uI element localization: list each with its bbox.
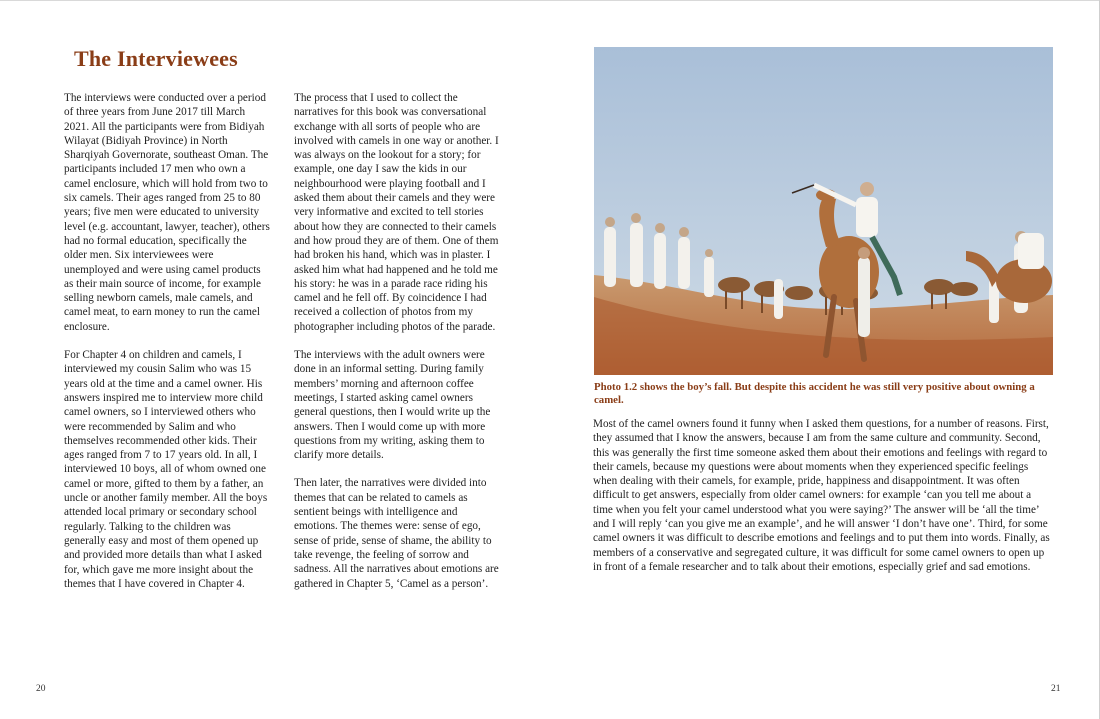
paragraph: Most of the camel owners found it funny when I asked them questions, for a number of reasons. First, they assumed that I know the answers, because I am from the same culture and community. Second, this was generally the first time someone asked them about their emotions and feelings with regard to their camels, because my questions were about moments when they experienced specific feelings when dealing with their camels, for example, pride, happiness and disappointment. It was often difficult to get answers, especially from older camel owners: for example ‘can you tell me about a time when you felt your camel understood what you were saying?’ The answer will be ‘all the time’ and I will reply ‘can you give me an example’, and he will answer ‘I don’t have one’. Third, for some camel owners it was difficult to describe emotions and feelings and to put them into words. Finally, as members of a conservative and segregated culture, it was difficult for some camel owners to open up in front of a female researcher and to talk about their emotions, especially grief and sad emotions. [593, 418, 1050, 573]
paragraph: The process that I used to collect the narratives for this book was conversational exchange with all sorts of people who are involved with camels in one way or another. I was always on the lookout for a story; for example, one day I saw the kids in our neighbourhood were playing football and I asked them about their camels and they were very informative and excited to tell stories about how they are connected to their camels and how proud they are of them. One of them had broken his hand, which was in plaster. I asked him what had happened and he told me his story: he was in a parade race riding his camel and he fell off. By coincidence I had received a collection of photos from my photographer including photos of the parade. [294, 92, 499, 333]
right-column [593, 417, 1053, 588]
left-column-1 [64, 91, 270, 605]
camel-race-illustration [594, 47, 1053, 375]
left-column-2 [294, 91, 500, 605]
page-number-left: 20 [36, 684, 46, 694]
camel-race-photo [594, 47, 1053, 375]
paragraph: For Chapter 4 on children and camels, I interviewed my cousin Salim who was 15 years old at the time and a camel owner. His answers inspired me to interview more child camel owners, so I interviewed others who were recommended by Salim and who themselves recommended other kids. Their ages ranged from 7 to 17 years old. In all, I interviewed 10 boys, all of whom owned one camel or more, gifted to them by a father, an uncle or another family member. All the boys attended local primary or secondary school regularly. Talking to the children was generally easy and most of them opened up and provided more details than what I asked for, which gave me more insight about the themes that I have covered in Chapter 4. [64, 349, 268, 590]
section-heading: The Interviewees [74, 46, 238, 71]
page-number-right: 21 [1051, 684, 1061, 694]
paragraph: The interviews were conducted over a period of three years from June 2017 till March 2021. All the participants were from Bidiyah Wilayat (Bidiyah Province) in North Sharqiyah Governorate, southeast Oman. The participants included 17 men who own a camel enclosure, which will hold from two to six camels. Their ages ranged from 25 to 80 years; five men were educated to university level (e.g. accountant, lawyer, teacher), others had no formal education, specifically the older men. Six interviewees were unemployed and were using camel products as their main source of income, for example selling newborn camels, male camels, and camel meat, to earn money to run the camel enclosure. [64, 92, 270, 333]
paragraph: Then later, the narratives were divided into themes that can be related to camels as sentient beings with intelligence and emotions. The themes were: sense of ego, sense of pride, sense of shame, the ability to take revenge, the feeling of sorrow and sadness. All the narratives about emotions are gathered in Chapter 5, ‘Camel as a person’. [294, 477, 499, 590]
page-edge-top [0, 0, 1100, 1]
paragraph: The interviews with the adult owners were done in an informal setting. During family members’ morning and afternoon coffee meetings, I started asking camel owners general questions, then I would write up the answers. Then I would come up with more questions from my writing, asking them to clarify more details. [294, 349, 491, 462]
photo-caption: Photo 1.2 shows the boy’s fall. But despite this accident he was still very positive about owning a camel. [594, 381, 1035, 407]
